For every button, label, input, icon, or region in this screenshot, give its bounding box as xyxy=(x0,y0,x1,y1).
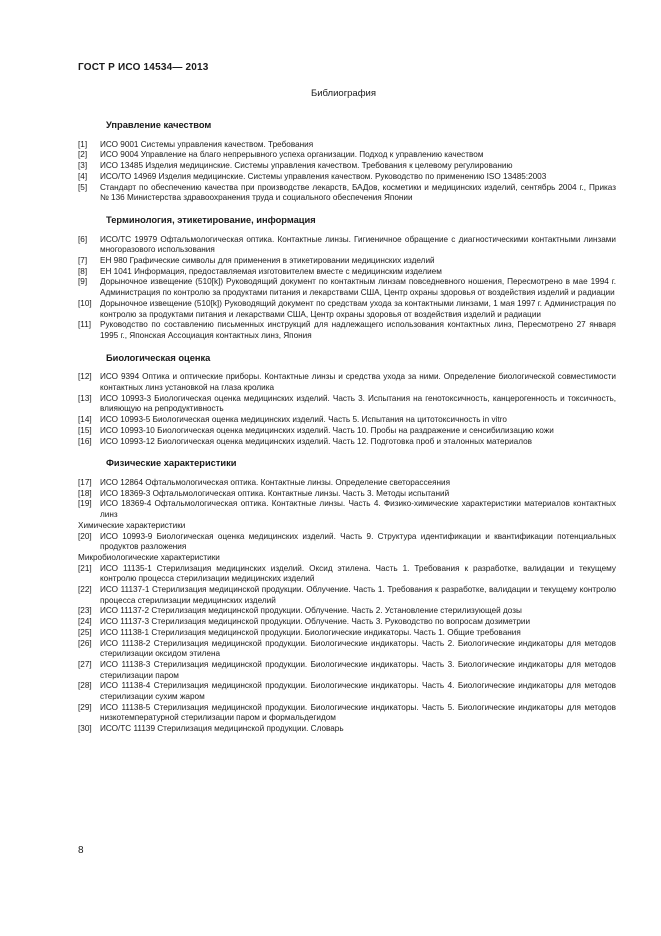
entry-number: [12] xyxy=(78,372,92,382)
entry-text: Руководство по составлению письменных инструкций для надлежащего использования контактных линз, Пересмотрено 27 января 1995 г., Японская Ассоциация контактных линз, Япония xyxy=(100,320,616,340)
entry-text: ИСО 11137-1 Стерилизация медицинской продукции. Облучение. Часть 1. Требования к разработке, валидации и текущему контролю процесса стерилизации медицинских изделий xyxy=(100,585,616,605)
entry-number: [17] xyxy=(78,477,92,487)
bibliography-entry xyxy=(78,681,616,702)
bibliography-entry xyxy=(78,415,616,426)
bibliography-entry xyxy=(78,267,616,278)
entry-number: [22] xyxy=(78,585,92,595)
entry-number: [15] xyxy=(78,425,92,435)
entry-text: ЕН 1041 Информация, предоставляемая изготовителем вместе с медицинским изделием xyxy=(100,266,442,276)
entry-number: [5] xyxy=(78,182,88,192)
entry-text: ИСО 11138-3 Стерилизация медицинской продукции. Биологические индикаторы. Часть 3. Биологические индикаторы для методов стерилизации паром xyxy=(100,659,616,680)
entry-text: ИСО 10993-3 Биологическая оценка медицинских изделий. Часть 3. Испытания на генотоксичность, канцерогенность и токсичность, влияющую на репродуктивность xyxy=(100,393,616,414)
entry-text: ИСО 10993-9 Биологическая оценка медицинских изделий. Часть 9. Структура идентификации и квантификации потенциальных продуктов разложения xyxy=(100,531,616,552)
entry-number: [13] xyxy=(78,393,92,403)
bibliography-entry xyxy=(78,183,616,204)
page-number: 8 xyxy=(78,845,84,856)
bibliography-entry xyxy=(78,235,616,256)
bibliography-entry xyxy=(78,617,616,628)
subsection-label xyxy=(78,553,616,564)
bibliography-entry xyxy=(78,426,616,437)
entry-text: ИСО/ТО 14969 Изделия медицинские. Системы управления качеством. Руководство по применению ISO 13485:2003 xyxy=(100,171,547,181)
bibliography-entry xyxy=(78,299,616,320)
entry-number: [30] xyxy=(78,724,92,734)
entry-text: Стандарт по обеспечению качества при производстве лекарств, БАДов, косметики и медицинских изделий, сентябрь 2004 г., Приказ № 136 Министерства здравоохранения труда и социального обеспечения Японии xyxy=(100,182,616,203)
bibliography-list xyxy=(78,108,616,735)
bibliography-entry xyxy=(78,628,616,639)
entry-text: ИСО 11138-2 Стерилизация медицинской продукции. Биологические индикаторы. Часть 2. Биологические индикаторы для методов стерилизации оксидом этилена xyxy=(100,638,616,659)
entry-text: ИСО 11138-5 Стерилизация медицинской продукции. Биологические индикаторы. Часть 5. Биологические индикаторы для методов низкотемпературной стерилизации паром и формальдегидом xyxy=(100,702,616,723)
bibliography-entry xyxy=(78,606,616,617)
page-title: Библиография xyxy=(311,88,376,99)
entry-number: [1] xyxy=(78,139,88,149)
bibliography-entry xyxy=(78,499,616,520)
bibliography-entry xyxy=(78,489,616,500)
entry-number: [25] xyxy=(78,627,92,637)
section-heading: Биологическая оценка xyxy=(106,352,211,363)
entry-text: ИСО 12864 Офтальмологическая оптика. Контактные линзы. Определение светорассеяния xyxy=(100,477,451,487)
bibliography-entry xyxy=(78,585,616,606)
entry-text: ИСО 10993-10 Биологическая оценка медицинских изделий. Часть 10. Пробы на раздражение и сенсибилизацию кожи xyxy=(100,425,554,435)
section-heading: Управление качеством xyxy=(106,120,212,130)
entry-text: ИСО 11138-1 Стерилизация медицинской продукции. Биологические индикаторы. Часть 1. Общие требования xyxy=(100,627,521,637)
bibliography-entry xyxy=(78,703,616,724)
entry-number: [18] xyxy=(78,488,92,498)
entry-text: ИСО 11135-1 Стерилизация медицинских изделий. Оксид этилена. Часть 1. Требования к разработке, валидации и текущему контролю процесса стерилизации медицинских изделий xyxy=(100,563,616,584)
bibliography-entry xyxy=(78,161,616,172)
section-heading: Физические характеристики xyxy=(106,458,237,469)
bibliography-entry xyxy=(78,532,616,553)
entry-number: [9] xyxy=(78,277,88,287)
entry-text: Дорыночное извещение (510[k]) Руководящий документ по контактным линзам повседневного ношения, Пересмотрено в мае 1994 г. Администрация по контролю за продуктами питания и лекарствами США, Центр охраны здоровья от воздействия изделий и радиации xyxy=(100,277,616,298)
entry-text: ИСО/ТС 19979 Офтальмологическая оптика. Контактные линзы. Гигиеничное обращение с диагностическими контактными линзами многоразового использования xyxy=(100,234,616,255)
entry-number: [26] xyxy=(78,638,92,648)
bibliography-entry xyxy=(78,478,616,489)
section-heading: Терминология, этикетирование, информация xyxy=(106,214,316,225)
bibliography-entry xyxy=(78,724,616,735)
entry-number: [10] xyxy=(78,298,92,308)
bibliography-entry xyxy=(78,394,616,415)
bibliography-entry xyxy=(78,437,616,448)
bibliography-entry xyxy=(78,372,616,393)
entry-number: [24] xyxy=(78,617,92,627)
entry-number: [16] xyxy=(78,436,92,446)
bibliography-entry xyxy=(78,140,616,151)
subsection-label xyxy=(78,521,616,532)
bibliography-entry xyxy=(78,564,616,585)
entry-text: ЕН 980 Графические символы для применения в этикетировании медицинских изделий xyxy=(100,256,435,266)
entry-text: Дорыночное извещение (510[k]) Руководящий документ по средствам ухода за контактными линзами, 1 мая 1997 г. Администрация по контролю за продуктами питания и лекарствами США, Центр охраны здоровья от воздействия изделий и радиации xyxy=(100,298,616,319)
entry-text: ИСО 10993-12 Биологическая оценка медицинских изделий. Часть 12. Подготовка проб и эталонных материалов xyxy=(100,436,532,446)
entry-text: ИСО 9001 Системы управления качеством. Требования xyxy=(100,139,314,149)
entry-number: [11] xyxy=(78,320,92,330)
bibliography-entry xyxy=(78,172,616,183)
entry-text: ИСО/ТС 11139 Стерилизация медицинской продукции. Словарь xyxy=(100,724,344,734)
entry-text: ИСО 11138-4 Стерилизация медицинской продукции. Биологические индикаторы. Часть 4. Биологические индикаторы для методов стерилизации сухим жаром xyxy=(100,681,616,702)
entry-number: [8] xyxy=(78,266,88,276)
entry-text: ИСО 18369-4 Офтальмологическая оптика. Контактные линзы. Часть 4. Физико-химические характеристики материалов контактных линз xyxy=(100,499,616,520)
entry-number: [2] xyxy=(78,150,88,160)
entry-text: ИСО 9394 Оптика и оптические приборы. Контактные линзы и средства ухода за ними. Определение биологической совместимости контактных линз установкой на глаза кролика xyxy=(100,372,616,393)
entry-text: ИСО 18369-3 Офтальмологическая оптика. Контактные линзы. Часть 3. Методы испытаний xyxy=(100,488,450,498)
bibliography-entry xyxy=(78,277,616,298)
entry-number: [6] xyxy=(78,234,88,244)
bibliography-entry xyxy=(78,639,616,660)
entry-text: ИСО 11137-2 Стерилизация медицинской продукции. Облучение. Часть 2. Установление стерилизующей дозы xyxy=(100,606,522,616)
entry-number: [28] xyxy=(78,681,92,691)
entry-number: [21] xyxy=(78,563,92,573)
entry-number: [27] xyxy=(78,659,92,669)
bibliography-entry xyxy=(78,320,616,341)
entry-number: [19] xyxy=(78,499,92,509)
subsection-label-text: Химические характеристики xyxy=(78,520,186,530)
entry-text: ИСО 10993-5 Биологическая оценка медицинских изделий. Часть 5. Испытания на цитотоксичность in vitro xyxy=(100,415,507,425)
entry-number: [3] xyxy=(78,161,88,171)
entry-number: [4] xyxy=(78,171,88,181)
entry-number: [20] xyxy=(78,531,92,541)
entry-number: [14] xyxy=(78,415,92,425)
bibliography-entry xyxy=(78,660,616,681)
entry-text: ИСО 13485 Изделия медицинские. Системы управления качеством. Требования к целевому регулированию xyxy=(100,161,513,171)
entry-text: ИСО 11137-3 Стерилизация медицинской продукции. Облучение. Часть 3. Руководство по вопросам дозиметрии xyxy=(100,617,531,627)
entry-number: [29] xyxy=(78,702,92,712)
bibliography-entry xyxy=(78,150,616,161)
entry-text: ИСО 9004 Управление на благо непрерывного успеха организации. Подход к управлению качеством xyxy=(100,150,484,160)
entry-number: [23] xyxy=(78,606,92,616)
entry-number: [7] xyxy=(78,256,88,266)
subsection-label-text: Микробиологические характеристики xyxy=(78,552,220,562)
bibliography-entry xyxy=(78,256,616,267)
document-header: ГОСТ Р ИСО 14534— 2013 xyxy=(78,62,209,73)
